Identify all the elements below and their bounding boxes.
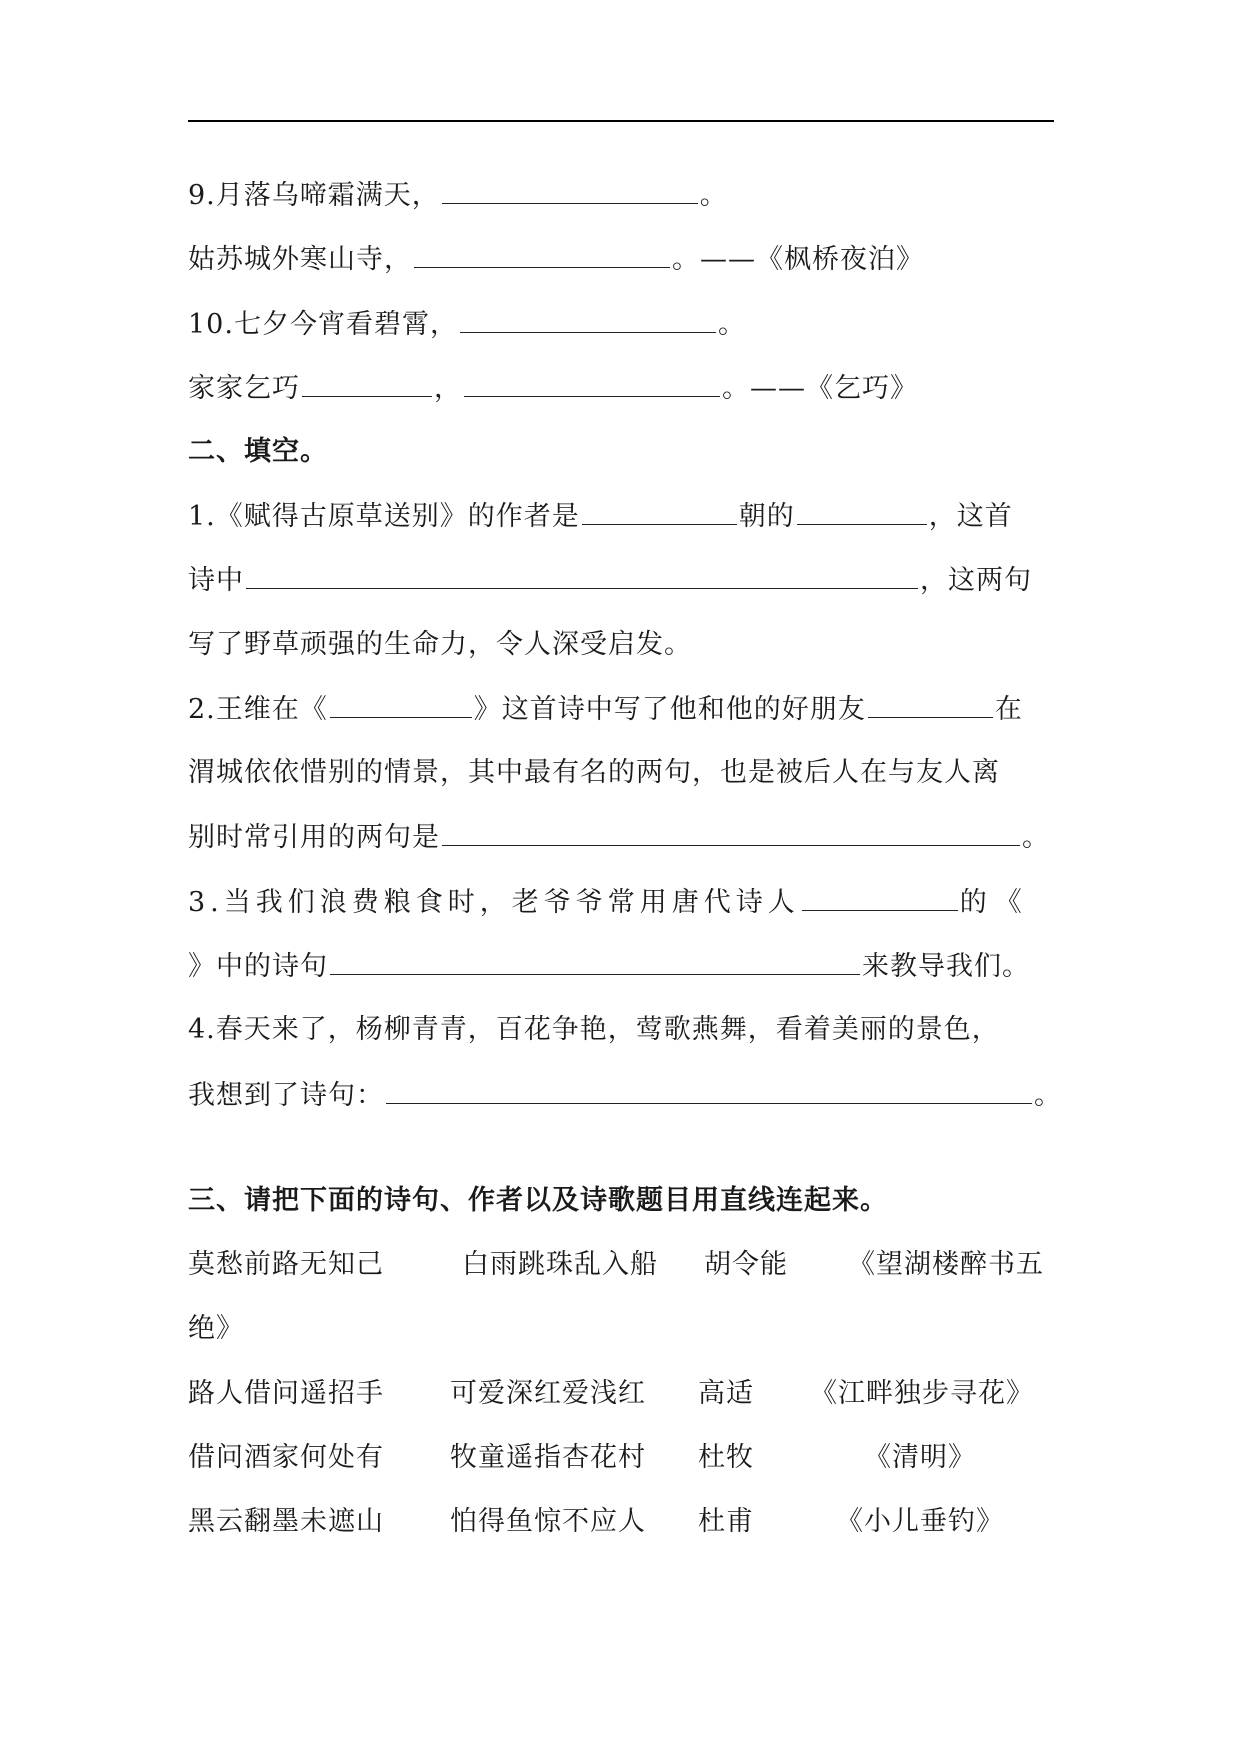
p2-q4-line2 [188,1077,1062,1113]
q10-line1 [188,306,746,342]
p3-r2-title: 《江畔独步寻花》 [810,1378,1034,1409]
p2-q2-blank-title[interactable] [330,691,472,718]
q9-blank-2[interactable] [414,241,670,268]
p2-q3-blank-lines[interactable] [330,948,860,975]
p2-q4-blank-lines[interactable] [386,1077,1032,1104]
p2-q2-text-c: 在 [994,694,1023,725]
p3-r1-title-wrap: 绝》 [188,1313,244,1344]
p3-r2-author: 高适 [698,1378,754,1409]
q9-line2-end: 。——《枫桥夜泊》 [672,244,924,275]
q9-line2 [188,241,924,277]
p3-r1-title: 《望湖楼醉书五 [848,1249,1044,1280]
p2-q3-line1 [188,884,1030,920]
p3-r3-title: 《清明》 [864,1442,976,1473]
header-rule [188,120,1054,122]
p2-q1-text-a: 1.《赋得古原草送别》的作者是 [188,501,580,532]
p2-q2-line1 [188,691,1023,727]
q9-line1-text: 9.月落乌啼霜满天， [188,180,440,211]
section-3-heading: 三、请把下面的诗句、作者以及诗歌题目用直线连起来。 [188,1185,888,1216]
p2-q2-line2: 渭城依依惜别的情景，其中最有名的两句，也是被后人在与友人离 [188,757,1000,788]
p2-q3-line2 [188,948,1030,984]
p2-q1-text-c: ，这首 [928,501,1013,532]
p3-r4-title: 《小儿垂钓》 [836,1506,1004,1537]
p3-r3-verse-b: 牧童遥指杏花村 [450,1442,646,1473]
p2-q3-text-b: 的《 [959,887,1030,918]
p2-q1-blank-lines[interactable] [246,562,918,589]
q10-comma: ， [434,373,462,404]
p2-q2-blank-lines[interactable] [442,819,1020,846]
p3-r3-author: 杜牧 [698,1442,754,1473]
p2-q1-blank-author[interactable] [797,498,927,525]
q10-line2-text: 家家乞巧 [188,373,300,404]
p2-q2-text-a: 2.王维在《 [188,694,328,725]
p2-q1-text-b: 朝的 [738,501,795,532]
p2-q3-blank-poet[interactable] [802,884,958,911]
q9-line1-end: 。 [699,180,728,211]
p3-r1-verse-b: 白雨跳珠乱入船 [462,1249,658,1280]
p2-q4-text-c: 。 [1034,1080,1062,1111]
p3-r4-author: 杜甫 [698,1506,754,1537]
p2-q2-text-e: 别时常引用的两句是 [188,822,440,853]
p2-q3-text-c: 》中的诗句 [188,951,328,982]
p2-q2-line3 [188,819,1050,855]
p2-q3-text-a: 3.当我们浪费粮食时，老爷爷常用唐代诗人 [188,887,800,918]
q9-line2-text: 姑苏城外寒山寺， [188,244,412,275]
q9-blank-1[interactable] [442,177,698,204]
q10-line1-end: 。 [717,309,746,340]
p3-r4-verse-b: 怕得鱼惊不应人 [450,1506,646,1537]
q10-line2-end: 。——《乞巧》 [722,373,918,404]
p2-q1-text-d: 诗中 [188,565,244,596]
p2-q1-line3: 写了野草顽强的生命力，令人深受启发。 [188,629,692,660]
q10-blank-1[interactable] [460,306,716,333]
p3-r2-verse-a: 路人借问遥招手 [188,1378,384,1409]
p2-q1-blank-dynasty[interactable] [582,498,737,525]
p2-q2-text-b: 》这首诗中写了他和他的好朋友 [473,694,866,725]
p3-r4-verse-a: 黑云翻墨未遮山 [188,1506,384,1537]
p2-q2-text-f: 。 [1022,822,1050,853]
q10-blank-2[interactable] [302,370,432,397]
q10-blank-3[interactable] [464,370,720,397]
p2-q4-line1: 4.春天来了，杨柳青青，百花争艳，莺歌燕舞，看着美丽的景色， [188,1014,1000,1045]
p2-q1-text-e: ，这两句 [920,565,1032,596]
p2-q4-text-b: 我想到了诗句： [188,1080,384,1111]
q10-line1-text: 10.七夕今宵看碧霄， [188,309,458,340]
q10-line2 [188,370,918,406]
p2-q1-line1 [188,498,1013,534]
p3-r1-verse-a: 莫愁前路无知己 [188,1249,384,1280]
p3-r2-verse-b: 可爱深红爱浅红 [450,1378,646,1409]
p2-q1-line2 [188,562,1032,598]
q9-line1 [188,177,728,213]
p2-q2-blank-friend[interactable] [868,691,993,718]
section-2-heading: 二、填空。 [188,436,328,467]
p3-r3-verse-a: 借问酒家何处有 [188,1442,384,1473]
p2-q3-text-d: 来教导我们。 [862,951,1030,982]
p3-r1-author: 胡令能 [704,1249,788,1280]
